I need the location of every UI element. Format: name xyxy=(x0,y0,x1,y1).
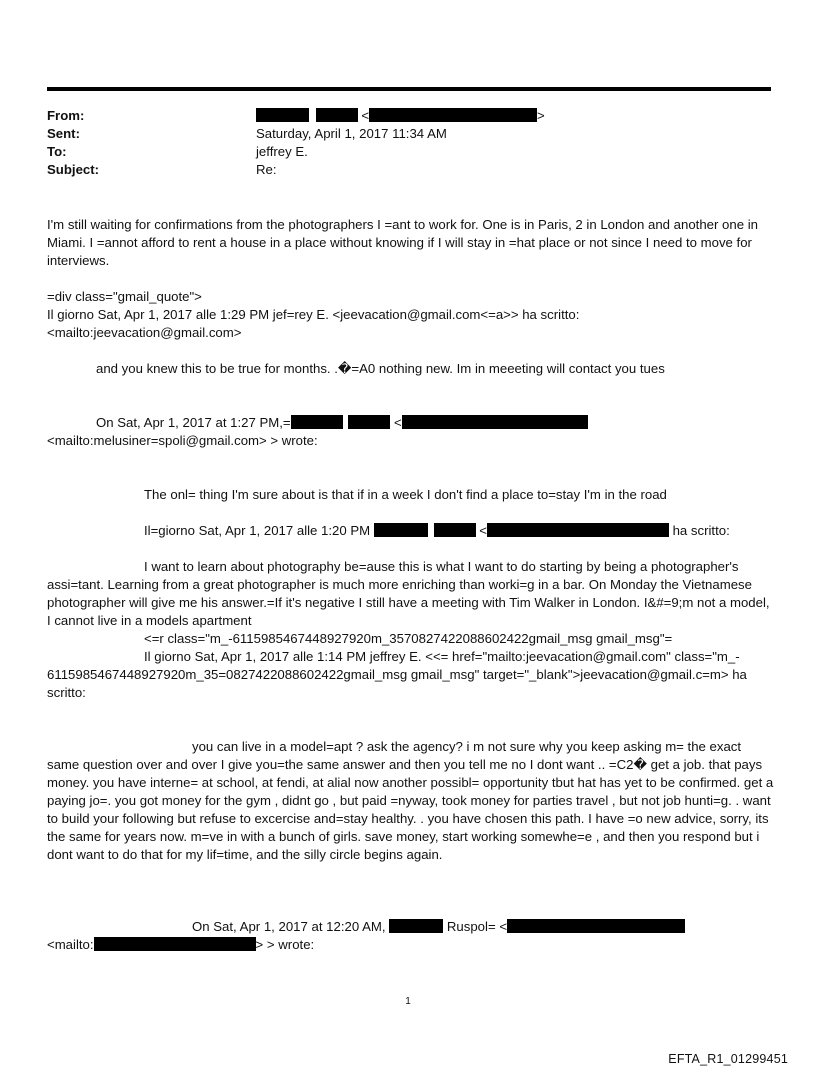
message-paragraph: I'm still waiting for confirmations from the photographers I =ant to work for. One is in Paris, 2 in London and another one in Miami. I =annot afford to rent a house in a place without knowing if I will stay in =hat place or not since I need to move for interviews. xyxy=(47,217,758,268)
il-giorno-120-lt: < xyxy=(479,523,487,538)
sent-value: Saturday, April 1, 2017 11:34 AM xyxy=(256,126,447,141)
photography-paragraph: assi=tant. Learning from a great photographer is much more enriching than worki=g in a bar. On Monday the Vietnamese photographer will give me his answer.=If it's negative I still have a meeting with Tim Walker in London. I&#=9;m not a model, I cannot live in a models apartment xyxy=(47,577,770,628)
mailto-line: <mailto:melusiner=spoli@gmail.com> > wrote: xyxy=(47,433,318,448)
il-giorno-114-rest: 6115985467448927920m_35=0827422088602422gmail_msg gmail_msg" target="_blank">jeevacation@gmail.c=m> ha scritto: xyxy=(47,667,747,700)
from-lt: < xyxy=(361,108,370,123)
from-value xyxy=(256,108,545,123)
mailto-redacted-line xyxy=(47,936,314,954)
quote-attribution: Il giorno Sat, Apr 1, 2017 alle 1:29 PM jef=rey E. <jeevacation@gmail.com<=a>> ha scritto: xyxy=(47,307,580,322)
il-giorno-120-text: Il=giorno Sat, Apr 1, 2017 alle 1:20 PM xyxy=(144,523,371,538)
redaction xyxy=(507,919,685,933)
from-label: From: xyxy=(47,108,85,123)
redaction xyxy=(348,415,390,429)
to-label: To: xyxy=(47,144,67,159)
onl-thing-line: The onl= thing I'm sure about is that if in a week I don't find a place to=stay I'm in the road xyxy=(144,487,667,502)
header-rule xyxy=(47,87,771,91)
on-sat-127-line xyxy=(96,414,588,432)
photography-line-1: I want to learn about photography be=ause this is what I want to do starting by being a photographer's xyxy=(144,559,739,574)
redaction xyxy=(389,919,443,933)
subject-label: Subject: xyxy=(47,162,100,177)
bates-number: EFTA_R1_01299451 xyxy=(668,1052,788,1066)
ha-scritto: ha scritto: xyxy=(672,523,730,538)
redaction xyxy=(291,415,343,429)
redaction xyxy=(94,937,256,951)
from-gt: > xyxy=(537,108,545,123)
page-number: 1 xyxy=(405,996,411,1007)
redaction xyxy=(369,108,537,122)
model-apt-line-1: you can live in a model=apt ? ask the agency? i m not sure why you keep asking m= the exact xyxy=(192,739,742,754)
redaction xyxy=(256,108,309,122)
on-sat-1220-line xyxy=(192,918,685,936)
reply-line: and you knew this to be true for months. .�=A0 nothing new. Im in meeeting will contact you tues xyxy=(96,361,665,376)
div-class-line: <=r class="m_-6115985467448927920m_3570827422088602422gmail_msg gmail_msg"= xyxy=(144,631,673,646)
on-sat-1220-text: On Sat, Apr 1, 2017 at 12:20 AM, xyxy=(192,919,386,934)
ruspol-lt: < xyxy=(499,919,508,934)
quote-mailto: <mailto:jeevacation@gmail.com> xyxy=(47,325,242,340)
on-sat-127-text: On Sat, Apr 1, 2017 at 1:27 PM,= xyxy=(96,415,291,430)
redaction xyxy=(487,523,669,537)
il-giorno-120-line xyxy=(144,522,730,540)
il-giorno-114-line: Il giorno Sat, Apr 1, 2017 alle 1:14 PM jeffrey E. <<= href="mailto:jeevacation@gmail.com" class="m_- xyxy=(144,649,740,664)
mailto-suffix: > > wrote: xyxy=(255,937,315,952)
redaction xyxy=(316,108,358,122)
redaction xyxy=(402,415,588,429)
mailto-prefix: <mailto: xyxy=(47,937,94,952)
ruspol-text: Ruspol= xyxy=(446,919,496,934)
quote-div-line: =div class="gmail_quote"> xyxy=(47,289,202,304)
redaction xyxy=(374,523,428,537)
sent-label: Sent: xyxy=(47,126,80,141)
redaction xyxy=(434,523,476,537)
model-apt-paragraph: same question over and over I give you=the same answer and then you tell me no I dont want .. =C2� get a job. that pays money. you have interne= at school, at fendi, at alial now another possibl= opportunity tbut hat has yet to be confirmed. get a paying jo=. you got money for the gym , didnt go , but paid =nyway, took money for parties travel , but not job hunti=g. . want to build your following but refuse to excercise and=stay healthy. . you have chosen this path. I have =o new advice, sorry, its the same for years now. m=ve in with a bunch of girls. save money, start working somewhe=e , and then you respond but i dont want to do that for my lif=time, and the silly circle begins again. xyxy=(47,757,774,862)
to-value: jeffrey E. xyxy=(256,144,308,159)
subject-value: Re: xyxy=(256,162,277,177)
on-sat-127-lt: < xyxy=(393,415,402,430)
